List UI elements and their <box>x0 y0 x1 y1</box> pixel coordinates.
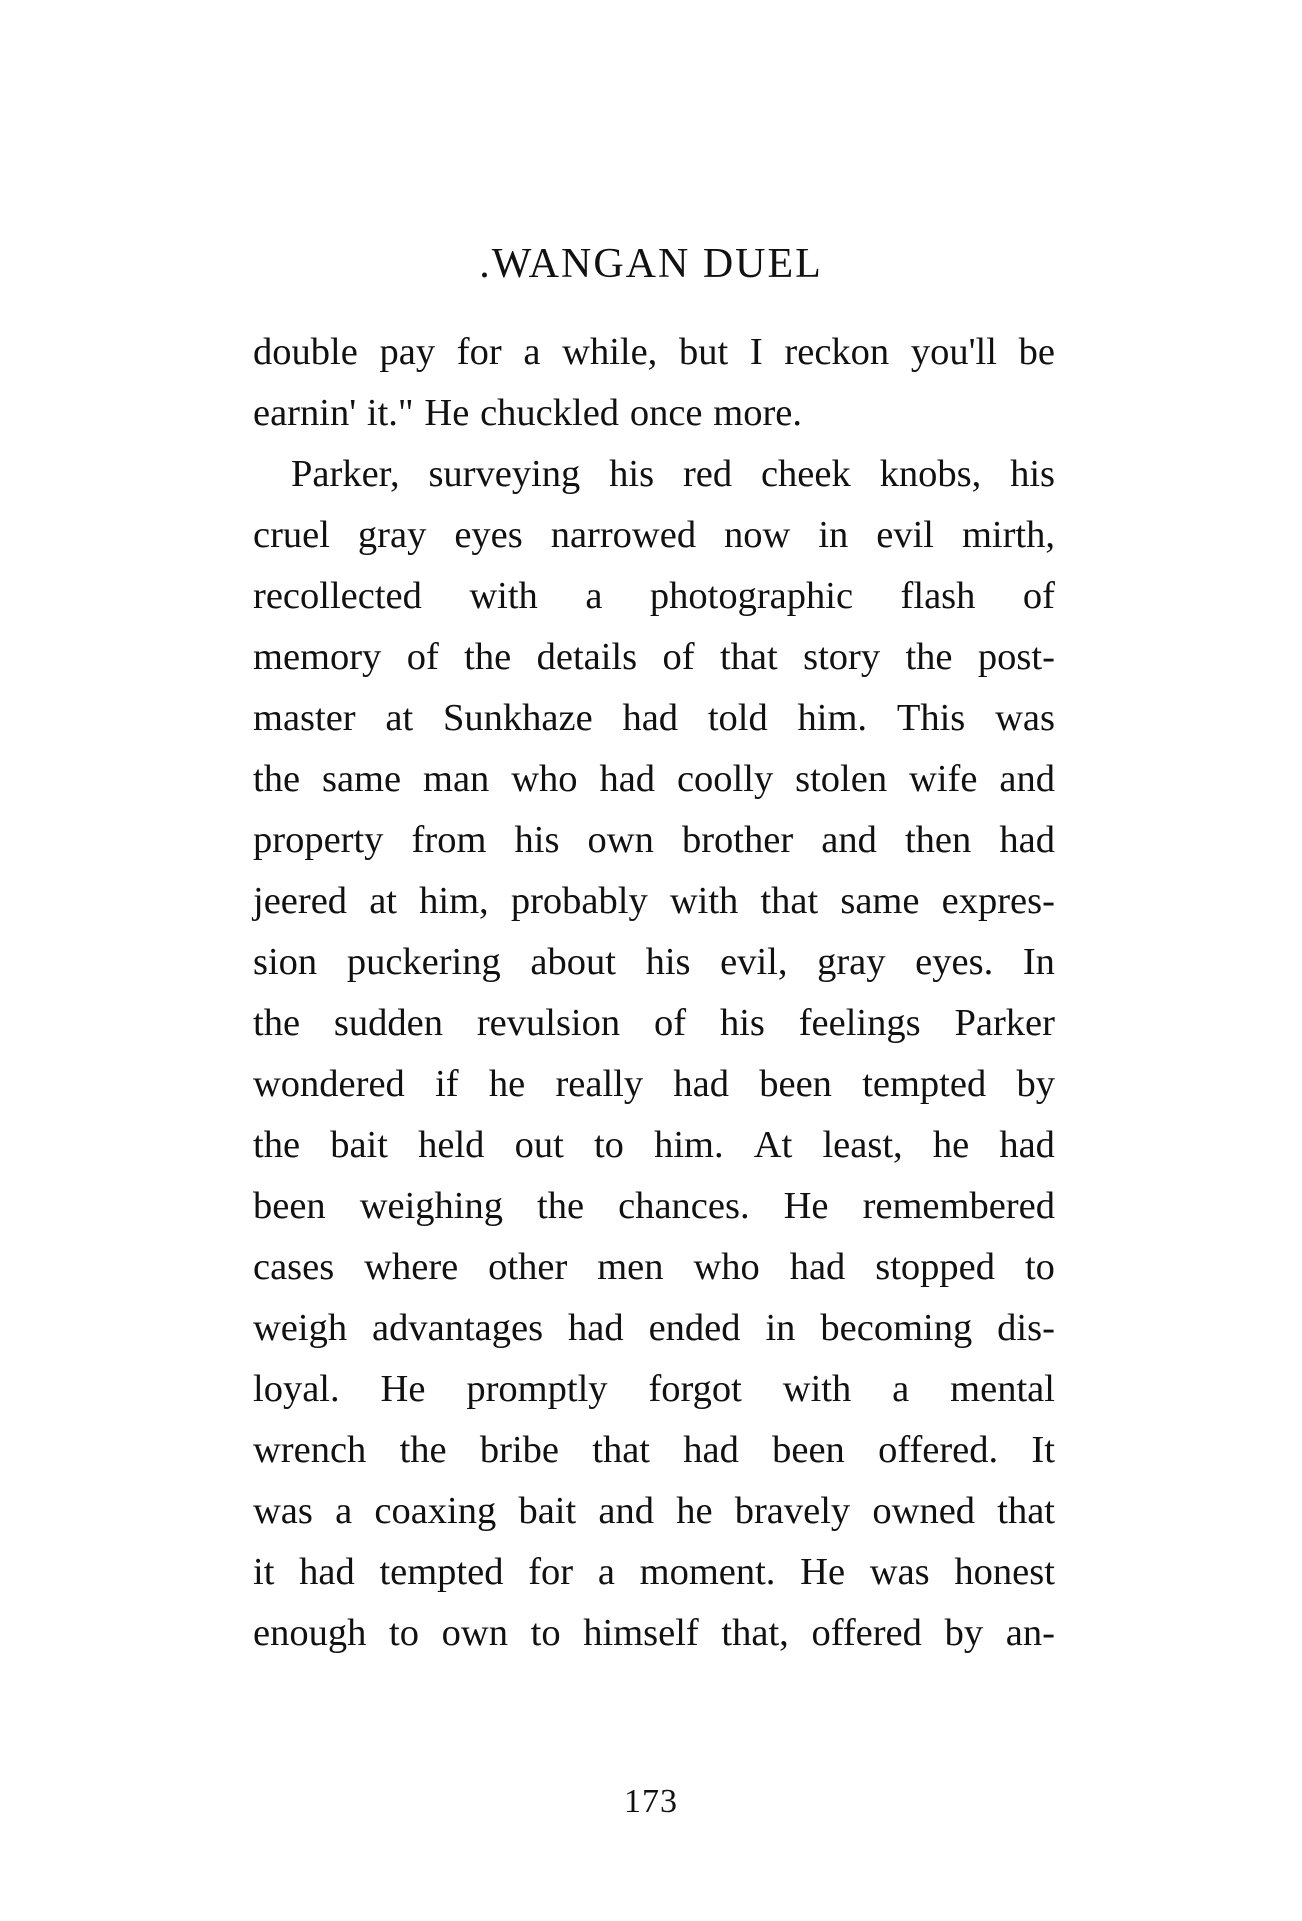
text-line: wondered if he really had been tempted by <box>253 1063 1055 1105</box>
text-line: been weighing the chances. He remembered <box>253 1185 1055 1227</box>
text-line: master at Sunkhaze had told him. This was <box>253 697 1055 739</box>
page-number: 173 <box>624 1783 678 1820</box>
text-line: it had tempted for a moment. He was honest <box>253 1551 1055 1593</box>
body-text <box>253 322 1055 1664</box>
text-line: cases where other men who had stopped to <box>253 1246 1055 1288</box>
text-line: property from his own brother and then had <box>253 819 1055 861</box>
text-line: earnin' it." He chuckled once more. <box>253 392 802 434</box>
text-line: double pay for a while, but I reckon you'll be <box>253 331 1055 373</box>
text-line: sion puckering about his evil, gray eyes. In <box>253 941 1055 983</box>
text-line: the bait held out to him. At least, he had <box>253 1124 1055 1166</box>
text-line: wrench the bribe that had been offered. It <box>253 1429 1055 1471</box>
text-line: weigh advantages had ended in becoming dis- <box>253 1307 1055 1349</box>
text-line: was a coaxing bait and he bravely owned that <box>253 1490 1055 1532</box>
text-line: the sudden revulsion of his feelings Parker <box>253 1002 1055 1044</box>
text-line: Parker, surveying his red cheek knobs, his <box>291 453 1055 495</box>
text-lines <box>253 322 1055 1664</box>
text-line: memory of the details of that story the post- <box>253 636 1055 678</box>
text-line: enough to own to himself that, offered by an- <box>253 1612 1055 1654</box>
text-line: cruel gray eyes narrowed now in evil mirth, <box>253 514 1055 556</box>
text-line: the same man who had coolly stolen wife and <box>253 758 1055 800</box>
text-line: loyal. He promptly forgot with a mental <box>253 1368 1055 1410</box>
running-head: .WANGAN DUEL <box>479 241 823 287</box>
text-line: jeered at him, probably with that same expres- <box>253 880 1055 922</box>
text-line: recollected with a photographic flash of <box>253 575 1055 617</box>
